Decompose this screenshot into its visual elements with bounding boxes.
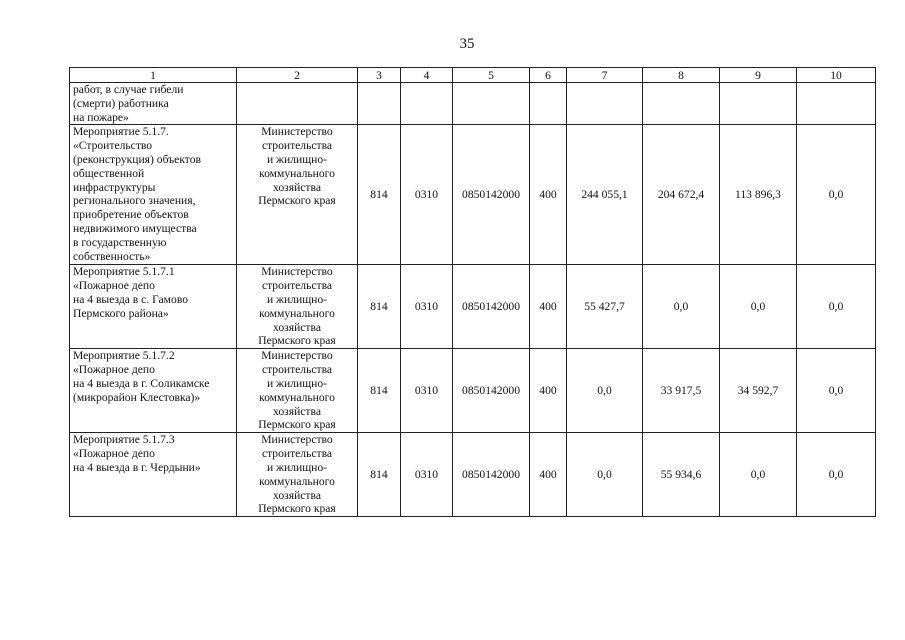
code-cell: 814: [358, 265, 401, 349]
activity-cell: Мероприятие 5.1.7.2 «Пожарное депо на 4 выезда в г. Соликамске (микрорайон Клестовка)»: [70, 349, 237, 433]
amount-cell: 0,0: [797, 433, 876, 517]
type-cell: 400: [530, 433, 567, 517]
table-row: [70, 125, 876, 265]
table-row: [70, 349, 876, 433]
amount-cell: [643, 83, 720, 125]
amount-cell: 0,0: [797, 265, 876, 349]
code-cell: [358, 83, 401, 125]
amount-cell: 55 934,6: [643, 433, 720, 517]
article-cell: 0850142000: [453, 433, 530, 517]
code-cell: 814: [358, 349, 401, 433]
header-cell: 1: [70, 68, 237, 83]
table-row: [70, 83, 876, 125]
section-cell: 0310: [401, 433, 453, 517]
amount-cell: 0,0: [797, 125, 876, 265]
header-cell: 5: [453, 68, 530, 83]
amount-cell: [797, 83, 876, 125]
executor-cell: Министерство строительства и жилищно- коммунального хозяйства Пермского края: [237, 125, 358, 265]
activity-cell: Мероприятие 5.1.7.3 «Пожарное депо на 4 выезда в г. Чердыни»: [70, 433, 237, 517]
amount-cell: 113 896,3: [720, 125, 797, 265]
type-cell: 400: [530, 265, 567, 349]
executor-cell: Министерство строительства и жилищно- коммунального хозяйства Пермского края: [237, 265, 358, 349]
amount-cell: 55 427,7: [567, 265, 643, 349]
activity-cell: работ, в случае гибели (смерти) работника на пожаре»: [70, 83, 237, 125]
activity-cell: Мероприятие 5.1.7.1 «Пожарное депо на 4 выезда в с. Гамово Пермского района»: [70, 265, 237, 349]
article-cell: 0850142000: [453, 125, 530, 265]
amount-cell: 33 917,5: [643, 349, 720, 433]
header-cell: 3: [358, 68, 401, 83]
amount-cell: 0,0: [797, 349, 876, 433]
amount-cell: 0,0: [567, 349, 643, 433]
header-cell: 7: [567, 68, 643, 83]
article-cell: 0850142000: [453, 349, 530, 433]
section-cell: 0310: [401, 125, 453, 265]
header-cell: 8: [643, 68, 720, 83]
activity-cell: Мероприятие 5.1.7. «Строительство (реконструкция) объектов общественной инфраструктуры регионального значения, приобретение объектов недвижимого имущества в государственную собственность»: [70, 125, 237, 265]
table-row: [70, 433, 876, 517]
header-row: [70, 68, 876, 83]
executor-cell: Министерство строительства и жилищно- коммунального хозяйства Пермского края: [237, 433, 358, 517]
table-row: [70, 265, 876, 349]
page-number: 35: [459, 36, 475, 52]
header-cell: 2: [237, 68, 358, 83]
type-cell: [530, 83, 567, 125]
amount-cell: [720, 83, 797, 125]
amount-cell: 34 592,7: [720, 349, 797, 433]
budget-table: [69, 67, 876, 517]
amount-cell: 0,0: [720, 433, 797, 517]
section-cell: 0310: [401, 265, 453, 349]
amount-cell: 0,0: [567, 433, 643, 517]
section-cell: 0310: [401, 349, 453, 433]
header-cell: 10: [797, 68, 876, 83]
header-cell: 6: [530, 68, 567, 83]
type-cell: 400: [530, 349, 567, 433]
header-cell: 9: [720, 68, 797, 83]
amount-cell: 0,0: [720, 265, 797, 349]
amount-cell: 204 672,4: [643, 125, 720, 265]
amount-cell: 0,0: [643, 265, 720, 349]
code-cell: 814: [358, 125, 401, 265]
header-cell: 4: [401, 68, 453, 83]
article-cell: 0850142000: [453, 265, 530, 349]
executor-cell: [237, 83, 358, 125]
code-cell: 814: [358, 433, 401, 517]
section-cell: [401, 83, 453, 125]
type-cell: 400: [530, 125, 567, 265]
article-cell: [453, 83, 530, 125]
amount-cell: [567, 83, 643, 125]
executor-cell: Министерство строительства и жилищно- коммунального хозяйства Пермского края: [237, 349, 358, 433]
amount-cell: 244 055,1: [567, 125, 643, 265]
